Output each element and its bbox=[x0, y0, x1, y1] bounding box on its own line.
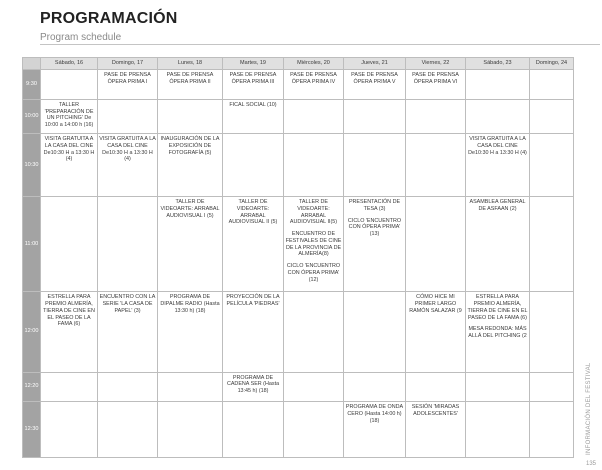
day-header: Miércoles, 20 bbox=[284, 58, 344, 70]
schedule-table bbox=[22, 57, 574, 458]
time-slot-row bbox=[23, 292, 574, 372]
event-entry: PROGRAMA DE DIPALME RADIO (Hasta 13:30 h) (18) bbox=[160, 294, 220, 314]
schedule-cell bbox=[41, 134, 98, 197]
schedule-cell bbox=[98, 372, 158, 402]
schedule-cell bbox=[406, 372, 466, 402]
schedule-cell bbox=[158, 197, 223, 292]
schedule-cell bbox=[284, 197, 344, 292]
event-entry: ESTRELLA PARA PREMIO ALMERÍA, TIERRA DE CINE EN EL PASEO DE LA FAMA (6) bbox=[43, 294, 95, 328]
time-header-corner bbox=[23, 58, 41, 70]
event-entry: VISITA GRATUITA A LA CASA DEL CINE De10:30 H a 13:30 H (4) bbox=[43, 136, 95, 163]
day-header: Sábado, 16 bbox=[41, 58, 98, 70]
schedule-cell bbox=[344, 292, 406, 372]
schedule-cell bbox=[466, 134, 530, 197]
schedule-cell bbox=[406, 292, 466, 372]
schedule-cell bbox=[223, 292, 284, 372]
schedule-cell bbox=[41, 402, 98, 458]
schedule-cell bbox=[344, 99, 406, 133]
event-entry: MESA REDONDA: MÁS ALLÁ DEL PITCHING (2 bbox=[468, 326, 527, 340]
schedule-cell bbox=[466, 292, 530, 372]
event-entry: SESIÓN 'MIRADAS ADOLESCENTES' bbox=[411, 404, 460, 418]
schedule-cell bbox=[344, 134, 406, 197]
schedule-cell bbox=[41, 197, 98, 292]
schedule-cell bbox=[284, 372, 344, 402]
event-entry: PASE DE PRENSA ÓPERA PRIMA IV bbox=[290, 72, 337, 85]
time-label: 12:20 bbox=[23, 372, 41, 402]
schedule-cell bbox=[530, 99, 574, 133]
day-header: Martes, 19 bbox=[223, 58, 284, 70]
event-entry: PASE DE PRENSA ÓPERA PRIMA III bbox=[229, 72, 277, 85]
schedule-cell bbox=[98, 197, 158, 292]
schedule-cell bbox=[530, 70, 574, 100]
schedule-cell bbox=[98, 402, 158, 458]
schedule-cell bbox=[466, 70, 530, 100]
schedule-cell bbox=[158, 372, 223, 402]
schedule-cell bbox=[158, 134, 223, 197]
time-slot-row bbox=[23, 99, 574, 133]
schedule-cell bbox=[344, 372, 406, 402]
schedule-cell bbox=[466, 372, 530, 402]
time-slot-row bbox=[23, 197, 574, 292]
schedule-cell bbox=[158, 402, 223, 458]
schedule-cell bbox=[158, 99, 223, 133]
time-label: 11:00 bbox=[23, 197, 41, 292]
schedule-cell bbox=[41, 99, 98, 133]
schedule-cell bbox=[284, 292, 344, 372]
schedule-cell bbox=[158, 292, 223, 372]
event-entry: PASE DE PRENSA ÓPERA PRIMA VI bbox=[412, 72, 459, 85]
schedule-cell bbox=[223, 402, 284, 458]
schedule-cell bbox=[406, 197, 466, 292]
event-entry: PROGRAMA DE ONDA CERO (Hasta 14:00 h) (18) bbox=[345, 404, 404, 424]
schedule-cell bbox=[98, 134, 158, 197]
schedule-cell bbox=[223, 372, 284, 402]
time-label: 12:00 bbox=[23, 292, 41, 372]
schedule-cell bbox=[41, 372, 98, 402]
page-subtitle: Program schedule bbox=[40, 32, 122, 43]
schedule-cell bbox=[223, 70, 284, 100]
header-divider bbox=[40, 44, 600, 45]
event-entry: PROGRAMA DE CADENA SER (Hasta 13:45 h) (18) bbox=[226, 374, 280, 395]
event-entry: TALLER DE VIDEOARTE: ARRABAL AUDIOVISUAL II(5) bbox=[289, 199, 338, 226]
event-entry: CÓMO HICE MI PRIMER LARGO RAMÓN SALAZAR (9 bbox=[409, 294, 462, 314]
schedule-cell bbox=[41, 292, 98, 372]
event-entry: CICLO 'ENCUENTRO CON ÓPERA PRIMA' (12) bbox=[286, 263, 341, 283]
schedule-cell bbox=[344, 197, 406, 292]
event-entry: ASAMBLEA GENERAL DE ASFAAN (2) bbox=[469, 199, 526, 212]
time-label: 12:30 bbox=[23, 402, 41, 458]
page-title: PROGRAMACIÓN bbox=[40, 10, 178, 27]
event-entry: PROYECCIÓN DE LA PELÍCULA 'PIEDRAS' bbox=[226, 294, 280, 308]
schedule-cell bbox=[98, 292, 158, 372]
day-header-row bbox=[23, 58, 574, 70]
section-side-label: INFORMACIÓN DEL FESTIVAL bbox=[586, 362, 592, 455]
schedule-cell bbox=[284, 70, 344, 100]
event-entry: VISITA GRATUITA A LA CASA DEL CINE De10:30 H a 13:30 H (4) bbox=[99, 136, 156, 163]
time-slot-row bbox=[23, 402, 574, 458]
schedule-cell bbox=[406, 70, 466, 100]
schedule-cell bbox=[98, 99, 158, 133]
event-entry: FICAL SOCIAL (10) bbox=[229, 101, 277, 108]
page-number: 135 bbox=[586, 461, 597, 467]
schedule-cell bbox=[344, 70, 406, 100]
time-label: 10:00 bbox=[23, 99, 41, 133]
day-header: Domingo, 24 bbox=[530, 58, 574, 70]
schedule-cell bbox=[223, 99, 284, 133]
schedule-cell bbox=[530, 292, 574, 372]
schedule-cell bbox=[41, 70, 98, 100]
schedule-cell bbox=[466, 99, 530, 133]
event-entry: INAUGURACIÓN DE LA EXPOSICIÓN DE FOTOGRAFÍA (5) bbox=[160, 136, 220, 156]
schedule-cell bbox=[284, 134, 344, 197]
schedule-cell bbox=[530, 197, 574, 292]
schedule-cell bbox=[530, 134, 574, 197]
schedule-cell bbox=[344, 402, 406, 458]
schedule-cell bbox=[223, 197, 284, 292]
schedule-cell bbox=[466, 402, 530, 458]
event-entry: TALLER DE VIDEOARTE: ARRABAL AUDIOVISUAL II (5) bbox=[228, 199, 278, 226]
event-entry: ESTRELLA PARA PREMIO ALMERÍA, TIERRA DE CINE EN EL PASEO DE LA FAMA (6) bbox=[467, 294, 528, 321]
schedule-body bbox=[23, 70, 574, 458]
schedule-cell bbox=[284, 402, 344, 458]
day-header: Domingo, 17 bbox=[98, 58, 158, 70]
schedule-cell bbox=[530, 372, 574, 402]
event-entry: CICLO 'ENCUENTRO CON ÓPERA PRIMA' (13) bbox=[347, 217, 402, 238]
schedule-cell bbox=[98, 70, 158, 100]
event-entry: VISITA GRATUITA A LA CASA DEL CINE De10:30 H a 13:30 H (4) bbox=[468, 136, 527, 156]
time-slot-row bbox=[23, 70, 574, 100]
schedule-cell bbox=[406, 99, 466, 133]
schedule-cell bbox=[158, 70, 223, 100]
schedule-cell bbox=[530, 402, 574, 458]
schedule-cell bbox=[284, 99, 344, 133]
event-entry: PRESENTACIÓN DE TESA (3) bbox=[348, 199, 401, 212]
event-entry: PASE DE PRENSA ÓPERA PRIMA V bbox=[351, 72, 398, 85]
event-entry: TALLER DE VIDEOARTE: ARRABAL AUDIOVISUAL I (5) bbox=[160, 199, 220, 219]
day-header: Sábado, 23 bbox=[466, 58, 530, 70]
event-entry: TALLER 'PREPARACIÓN DE UN PITCHING' De 10:00 a 14:00 h (16) bbox=[44, 101, 94, 129]
event-entry: PASE DE PRENSA ÓPERA PRIMA I bbox=[104, 72, 151, 85]
time-slot-row bbox=[23, 134, 574, 197]
time-slot-row bbox=[23, 372, 574, 402]
event-entry: ENCUENTRO CON LA SERIE 'LA CASA DE PAPEL' (3) bbox=[99, 294, 156, 314]
schedule-cell bbox=[406, 402, 466, 458]
event-entry: PASE DE PRENSA ÓPERA PRIMA II bbox=[166, 72, 214, 85]
time-label: 9:30 bbox=[23, 70, 41, 100]
schedule-cell bbox=[406, 134, 466, 197]
day-header: Lunes, 18 bbox=[158, 58, 223, 70]
event-entry: ENCUENTRO DE FESTIVALES DE CINE DE LA PROVINCIA DE ALMERÍA(8) bbox=[285, 231, 342, 258]
day-header: Jueves, 21 bbox=[344, 58, 406, 70]
schedule-cell bbox=[223, 134, 284, 197]
schedule-cell bbox=[466, 197, 530, 292]
day-header: Viernes, 22 bbox=[406, 58, 466, 70]
time-label: 10:30 bbox=[23, 134, 41, 197]
